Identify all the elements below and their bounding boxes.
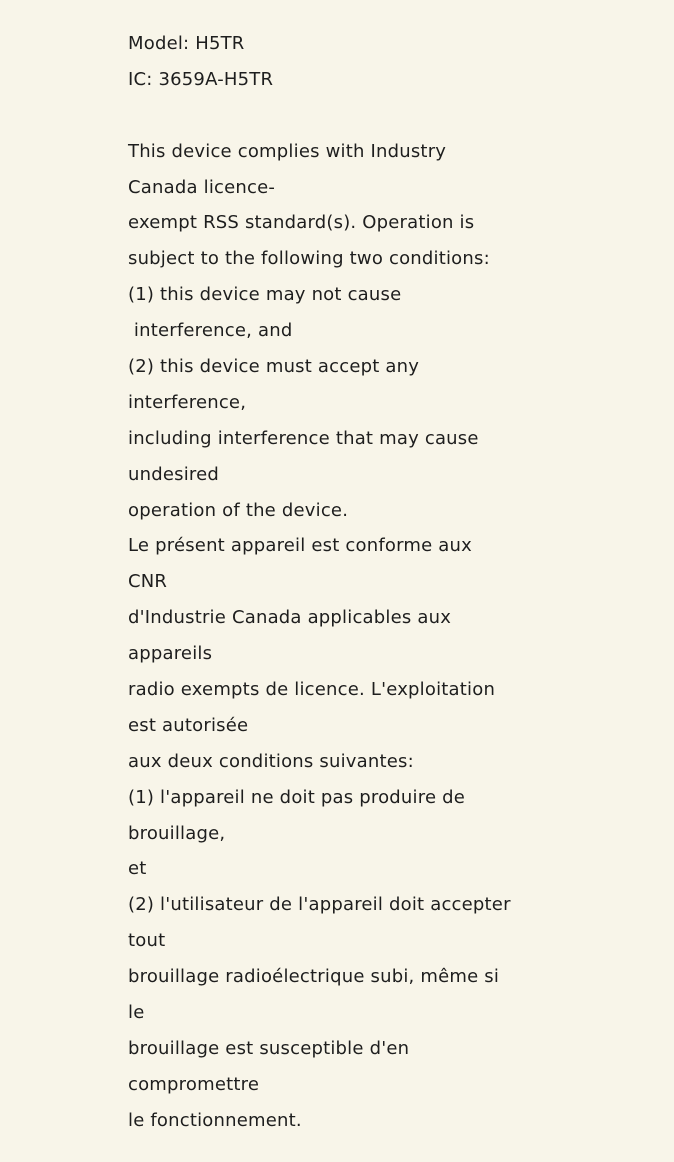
french-line: le [128,1002,145,1024]
french-line: (1) l'appareil ne doit pas produire de [128,786,466,808]
french-line: est autorisée [128,714,249,736]
english-line: interference, and [128,320,293,342]
french-line: tout [128,930,166,952]
french-line: Le présent appareil est conforme aux [128,535,472,557]
french-line: brouillage, [128,822,226,844]
french-line: brouillage est susceptible d'en [128,1037,410,1059]
french-line: CNR [128,571,168,593]
english-line: This device complies with Industry [128,140,447,162]
english-line: subject to the following two conditions: [128,248,490,270]
english-line: including interference that may cause [128,427,479,449]
english-line: operation of the device. [128,499,349,521]
french-line: le fonctionnement. [128,1109,302,1131]
french-line: appareils [128,643,213,665]
french-line: radio exempts de licence. L'exploitation [128,679,496,701]
blank-line [128,98,568,134]
english-line: undesired [128,463,220,485]
model-line: Model: H5TR [128,33,245,54]
english-line: Canada licence- [128,176,276,198]
english-line: (1) this device may not cause [128,284,402,306]
english-line: interference, [128,391,247,413]
french-line: aux deux conditions suivantes: [128,750,414,772]
english-line: (2) this device must accept any [128,356,420,378]
french-line: compromettre [128,1073,260,1095]
english-line: exempt RSS standard(s). Operation is [128,212,475,234]
french-line: et [128,858,147,880]
compliance-notice [128,26,568,1139]
ic-line: IC: 3659A-H5TR [128,68,274,90]
french-line: (2) l'utilisateur de l'appareil doit accepter [128,894,511,916]
french-statement [128,528,568,1138]
english-statement [128,134,568,529]
french-line: d'Industrie Canada applicables aux [128,607,452,629]
french-line: brouillage radioélectrique subi, même si [128,966,500,988]
